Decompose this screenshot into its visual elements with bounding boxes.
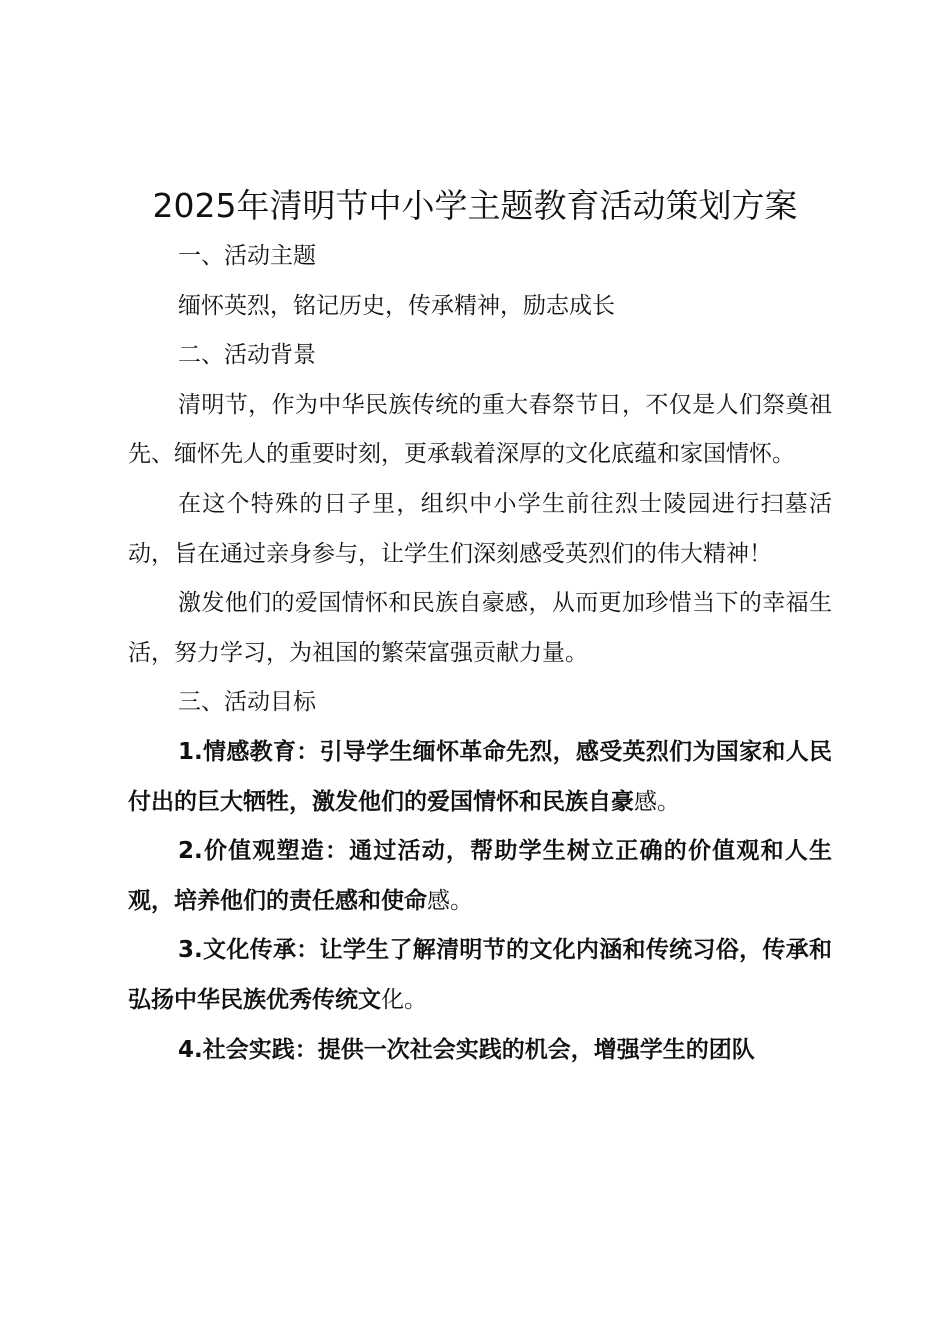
goal-3 [128,926,832,1025]
goal-1-tail-text: 感。 [634,788,680,815]
background-heading: 二、活动背景 [178,342,316,369]
goal-2-tail-text: 感。 [427,887,473,914]
document-title: 2025年清明节中小学主题教育活动策划方案 [152,186,798,225]
background-paragraph-1: 清明节，作为中华民族传统的重大春祭节日，不仅是人们祭奠祖先、缅怀先人的重要时刻，更承载着深厚的文化底蕴和家国情怀。 [128,391,832,468]
background-paragraph-3: 激发他们的爱国情怀和民族自豪感，从而更加珍惜当下的幸福生活，努力学习，为祖国的繁荣富强贡献力量。 [128,590,832,666]
theme-heading: 一、活动主题 [178,243,316,269]
goal-4: 4.社会实践：提供一次社会实践的机会，增强学生的团队 [178,1036,755,1063]
goal-1 [128,728,832,827]
document-body [128,232,832,1075]
goals-heading: 三、活动目标 [178,689,316,716]
goal-1-bold-text: 1.情感教育：引导学生缅怀革命先烈，感受英烈们为国家和人民付出的巨大牺牲，激发他们的爱国情怀和民族自豪 [128,738,832,815]
theme-text: 缅怀英烈，铭记历史，传承精神，励志成长 [178,292,615,319]
goal-3-tail-text: 化。 [381,986,427,1013]
background-paragraph-2: 在这个特殊的日子里，组织中小学生前往烈士陵园进行扫墓活动，旨在通过亲身参与，让学生们深刻感受英烈们的伟大精神！ [128,490,832,567]
goal-2 [128,827,832,926]
goal-3-bold-text: 3.文化传承：让学生了解清明节的文化内涵和传统习俗，传承和弘扬中华民族优秀传统文 [128,937,832,1013]
goal-2-bold-text: 2.价值观塑造：通过活动，帮助学生树立正确的价值观和人生观，培养他们的责任感和使命 [128,838,832,914]
